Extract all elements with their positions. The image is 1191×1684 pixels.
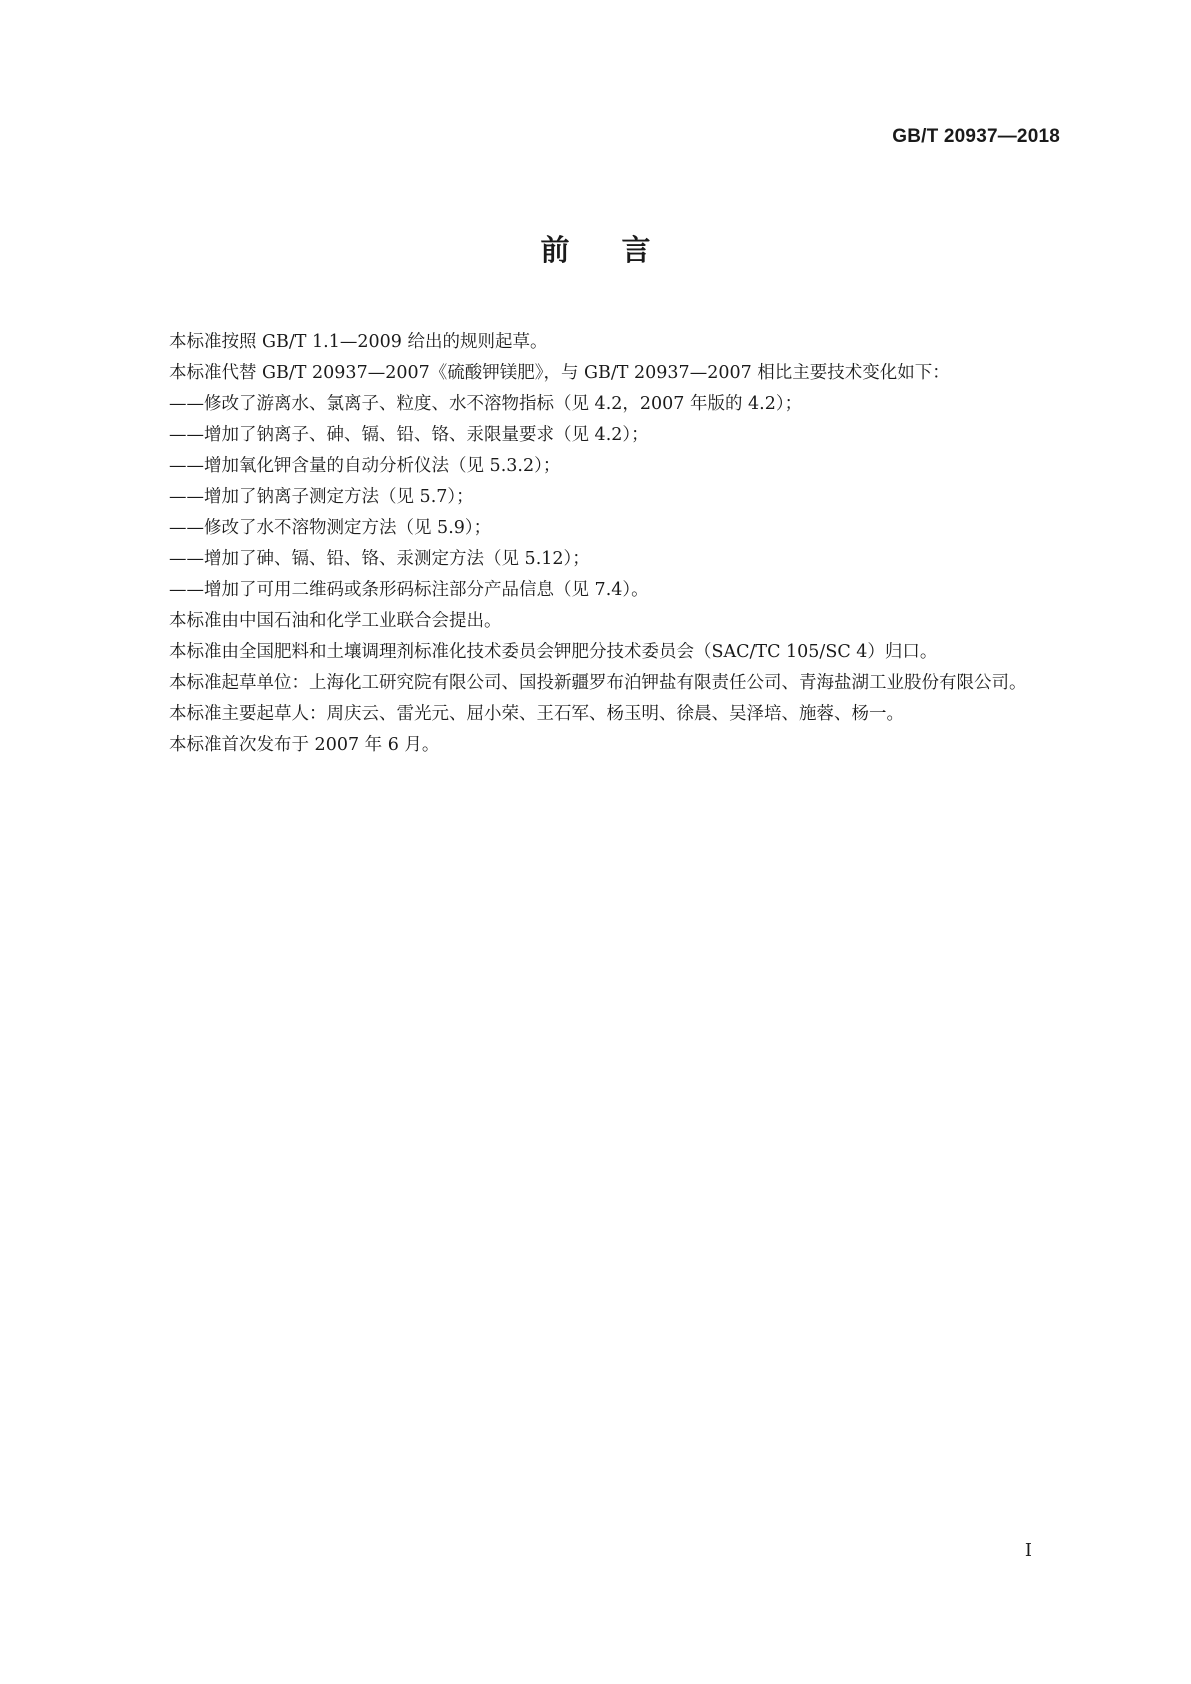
paragraph-drafting-units: 本标准起草单位：上海化工研究院有限公司、国投新疆罗布泊钾盐有限责任公司、青海盐湖工业股份有限公司。: [169, 673, 1027, 693]
page-number: I: [1024, 1540, 1032, 1561]
list-item: ——增加了钠离子测定方法（见 5.7）；: [169, 487, 474, 507]
list-item: ——增加了钠离子、砷、镉、铅、铬、汞限量要求（见 4.2）；: [169, 425, 649, 445]
paragraph-replacement: 本标准代替 GB/T 20937—2007《硫酸钾镁肥》，与 GB/T 20937—2007 相比主要技术变化如下：: [169, 363, 950, 383]
paragraph-drafting-rules: 本标准按照 GB/T 1.1—2009 给出的规则起草。: [169, 332, 548, 352]
document-body: [134, 327, 1060, 761]
list-item: ——修改了水不溶物测定方法（见 5.9）；: [169, 518, 492, 538]
page-title: 前言: [540, 233, 703, 267]
paragraph-proposer: 本标准由中国石油和化学工业联合会提出。: [169, 611, 502, 631]
list-item: ——修改了游离水、氯离子、粒度、水不溶物指标（见 4.2，2007 年版的 4.2）；: [169, 394, 803, 414]
list-item: ——增加了可用二维码或条形码标注部分产品信息（见 7.4）。: [169, 580, 649, 600]
standard-code: GB/T 20937—2018: [892, 126, 1060, 147]
paragraph-drafters: 本标准主要起草人：周庆云、雷光元、屈小荣、王石军、杨玉明、徐晨、吴泽培、施蓉、杨一。: [169, 704, 904, 724]
paragraph-first-release: 本标准首次发布于 2007 年 6 月。: [169, 735, 440, 755]
list-item: ——增加氧化钾含量的自动分析仪法（见 5.3.2）；: [169, 456, 561, 476]
paragraph-administration: 本标准由全国肥料和土壤调理剂标准化技术委员会钾肥分技术委员会（SAC/TC 105/SC 4）归口。: [169, 642, 938, 662]
list-item: ——增加了砷、镉、铅、铬、汞测定方法（见 5.12）；: [169, 549, 590, 569]
